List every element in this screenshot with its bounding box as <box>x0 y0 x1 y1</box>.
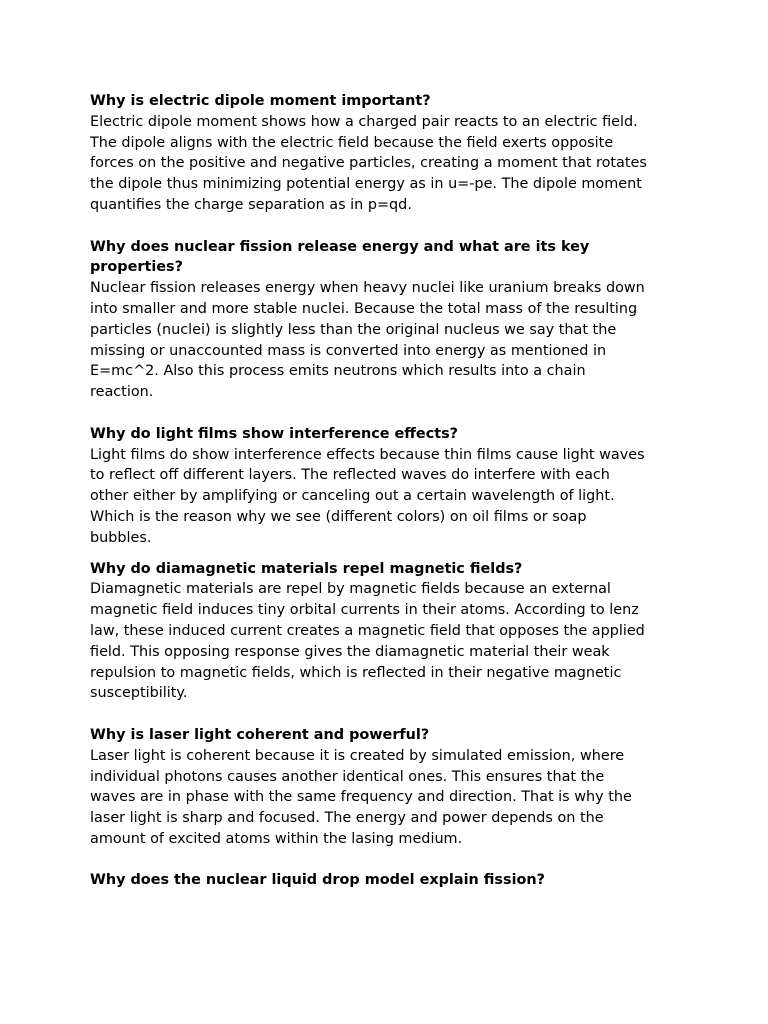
answer-paragraph: Diamagnetic materials are repel by magnetic fields because an external magnetic field induces tiny orbital currents in their atoms. According to lenz law, these induced current creates a magnetic field that opposes the applied field. This opposing response gives the diamagnetic material their weak repulsion to magnetic fields, which is reflected in their negative magnetic susceptibility. <box>90 581 645 702</box>
paragraph-gap <box>90 704 682 725</box>
answer-paragraph: Nuclear fission releases energy when heavy nuclei like uranium breaks down into smaller and more stable nuclei. Because the total mass of the resulting particles (nuclei) is slightly less than the original nucleus we say that the missing or unaccounted mass is converted into energy as mentioned in E=mc^2. Also this process emits neutrons which results into a chain reaction. <box>90 280 645 401</box>
section-liquid-drop-model <box>90 870 682 891</box>
section-light-films <box>90 424 682 549</box>
question-heading: Why is electric dipole moment important? <box>90 93 431 109</box>
paragraph-gap <box>90 403 682 424</box>
paragraph-gap <box>90 216 682 237</box>
paragraph-gap <box>90 850 682 871</box>
section-electric-dipole <box>90 91 682 216</box>
question-heading: Why does the nuclear liquid drop model explain fission? <box>90 872 545 889</box>
question-heading: Why do diamagnetic materials repel magnetic fields? <box>90 560 523 577</box>
answer-paragraph: Laser light is coherent because it is created by simulated emission, where individual photons causes another identical ones. This ensures that the waves are in phase with the same frequency and direction. That is why the laser light is sharp and focused. The energy and power depends on the amount of excited atoms within the lasing medium. <box>90 747 632 847</box>
question-heading: Why is laser light coherent and powerful? <box>90 726 430 743</box>
answer-paragraph: Electric dipole moment shows how a charged pair reacts to an electric field. The dipole aligns with the electric field because the field exerts opposite forces on the positive and negative particles, creating a moment that rotates the dipole thus minimizing potential energy as in u=-pe. The dipole moment quantifies the charge separation as in p=qd. <box>90 113 647 213</box>
section-diamagnetic <box>90 559 682 705</box>
document-page <box>90 91 682 891</box>
question-heading: Why do light films show interference effects? <box>90 425 459 442</box>
section-nuclear-fission <box>90 237 682 403</box>
question-heading: Why does nuclear fission release energy and what are its key properties? <box>90 238 590 276</box>
section-laser-light <box>90 725 682 850</box>
paragraph-gap <box>90 549 682 559</box>
answer-paragraph: Light films do show interference effects because thin films cause light waves to reflect off different layers. The reflected waves do interfere with each other either by amplifying or canceling out a certain wavelength of light. Which is the reason why we see (different colors) on oil films or soap bubbles. <box>90 446 645 546</box>
